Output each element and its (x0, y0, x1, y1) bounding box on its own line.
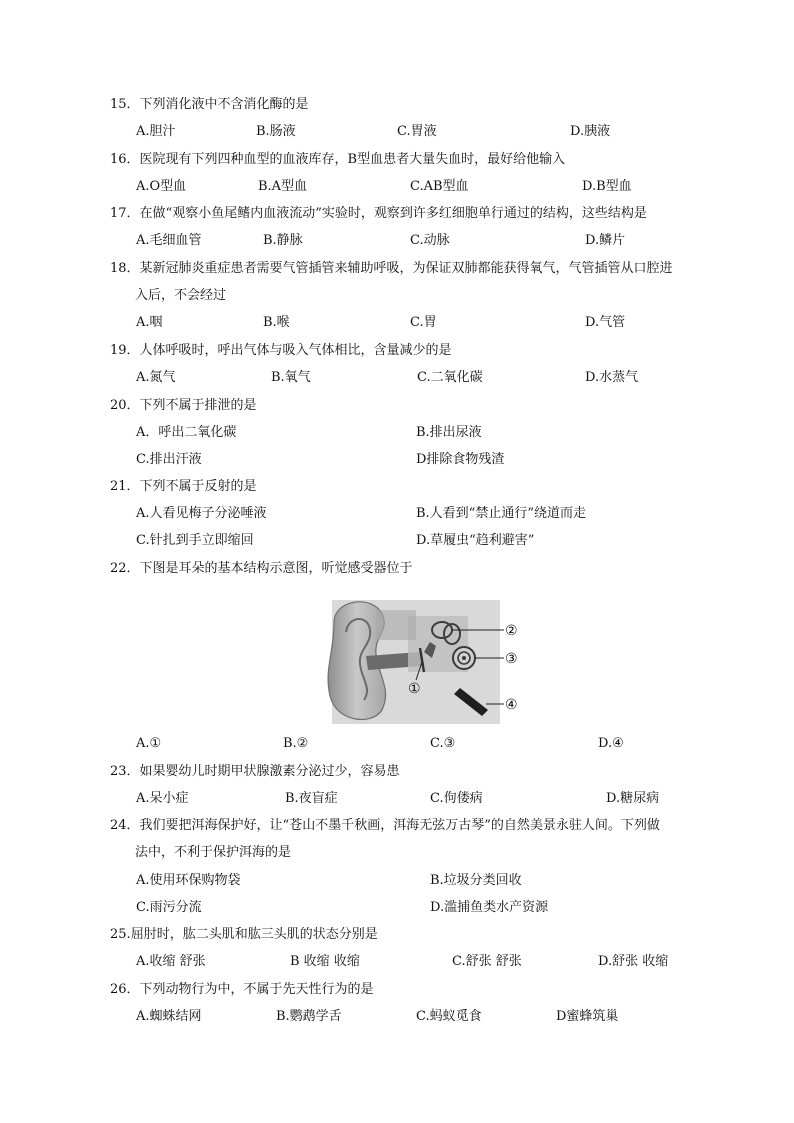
q22-option-d: D.④ (598, 736, 624, 751)
q22-option-b: B.② (283, 736, 309, 751)
bone-texture (376, 610, 416, 640)
q17-option-d: D.鳞片 (585, 233, 626, 248)
marker-1: ① (408, 681, 421, 697)
q23-option-c: C.佝偻病 (430, 791, 483, 806)
q15-option-d: D.胰液 (570, 124, 611, 139)
q16-option-c: C.AB型血 (410, 179, 469, 194)
q17-option-c: C.动脉 (410, 233, 450, 248)
q26-option-c: C.蚂蚁觅食 (416, 1009, 482, 1024)
question-18-stem-continued: 入后，不会经过 (135, 288, 227, 303)
q25-option-c: C.舒张 舒张 (452, 954, 522, 969)
q26-option-a: A.蜘蛛结网 (136, 1009, 202, 1024)
q18-option-d: D.气管 (585, 315, 626, 330)
q21-option-d: D.草履虫“趋利避害” (416, 533, 535, 548)
marker-4: ④ (505, 697, 518, 713)
question-16-stem: 16．医院现有下列四种血型的血液库存，B型血患者大量失血时，最好给他输入 (110, 152, 566, 167)
q23-option-b: B.夜盲症 (285, 791, 338, 806)
q16-option-b: B.A型血 (258, 179, 308, 194)
question-24-stem-continued: 法中，不利于保护洱海的是 (135, 845, 292, 860)
q26-option-d: D蜜蜂筑巢 (556, 1009, 619, 1024)
question-24-stem: 24．我们要把洱海保护好，让“苍山不墨千秋画，洱海无弦万古琴”的自然美景永驻人间。下列做 (110, 818, 660, 833)
q20-option-b: B.排出尿液 (416, 425, 482, 440)
q19-option-d: D.水蒸气 (585, 370, 639, 385)
marker-2: ② (505, 623, 518, 639)
q24-option-b: B.垃圾分类回收 (430, 873, 522, 888)
q21-option-c: C.针扎到手立即缩回 (136, 533, 254, 548)
question-17-stem: 17．在做“观察小鱼尾鳍内血液流动”实验时，观察到许多红细胞单行通过的结构，这些结构是 (110, 206, 647, 221)
q23-option-a: A.呆小症 (136, 791, 189, 806)
q24-option-a: A.使用环保购物袋 (136, 873, 241, 888)
q18-option-a: A.咽 (136, 315, 163, 330)
ear-structure-diagram (312, 592, 530, 726)
question-21-stem: 21．下列不属于反射的是 (110, 479, 257, 494)
marker-3: ③ (505, 651, 518, 667)
q21-option-b: B.人看到“禁止通行”绕道而走 (416, 506, 586, 521)
question-23-stem: 23．如果婴幼儿时期甲状腺激素分泌过少，容易患 (110, 764, 400, 779)
question-19-stem: 19．人体呼吸时，呼出气体与吸入气体相比，含量减少的是 (110, 343, 452, 358)
q24-option-d: D.滥捕鱼类水产资源 (430, 900, 549, 915)
q21-option-a: A.人看见梅子分泌唾液 (136, 506, 267, 521)
q24-option-c: C.雨污分流 (136, 900, 202, 915)
q15-option-c: C.胃液 (397, 124, 437, 139)
q16-option-d: D.B型血 (582, 179, 632, 194)
q16-option-a: A.O型血 (136, 179, 187, 194)
q20-option-a: A．呼出二氧化碳 (136, 425, 237, 440)
question-15-stem: 15．下列消化液中不含消化酶的是 (110, 97, 309, 112)
q17-option-b: B.静脉 (263, 233, 303, 248)
q20-option-c: C.排出汗液 (136, 452, 202, 467)
q22-option-a: A.① (136, 736, 162, 751)
q19-option-c: C.二氧化碳 (417, 370, 483, 385)
q17-option-a: A.毛细血管 (136, 233, 202, 248)
q15-option-b: B.肠液 (256, 124, 296, 139)
q23-option-d: D.糖尿病 (606, 791, 660, 806)
ear-diagram-svg (312, 592, 530, 726)
q18-option-c: C.胃 (410, 315, 437, 330)
question-22-stem: 22．下图是耳朵的基本结构示意图，听觉感受器位于 (110, 561, 413, 576)
question-18-stem: 18．某新冠肺炎重症患者需要气管插管来辅助呼吸，为保证双肺都能获得氧气，气管插管从口腔进 (110, 261, 673, 276)
q25-option-a: A.收缩 舒张 (136, 954, 206, 969)
q25-option-b: B 收缩 收缩 (290, 954, 360, 969)
question-20-stem: 20．下列不属于排泄的是 (110, 398, 257, 413)
q26-option-b: B.鹦鹉学舌 (276, 1009, 342, 1024)
q25-option-d: D.舒张 收缩 (598, 954, 669, 969)
question-26-stem: 26．下列动物行为中，不属于先天性行为的是 (110, 982, 374, 997)
q20-option-d: D排除食物残渣 (416, 452, 505, 467)
q19-option-a: A.氮气 (136, 370, 176, 385)
q18-option-b: B.喉 (263, 315, 290, 330)
q22-option-c: C.③ (430, 736, 456, 751)
q15-option-a: A.胆汁 (136, 124, 176, 139)
q19-option-b: B.氧气 (271, 370, 311, 385)
cochlea-center (462, 656, 466, 660)
question-25-stem: 25.屈肘时，肱二头肌和肱三头肌的状态分别是 (110, 927, 378, 942)
